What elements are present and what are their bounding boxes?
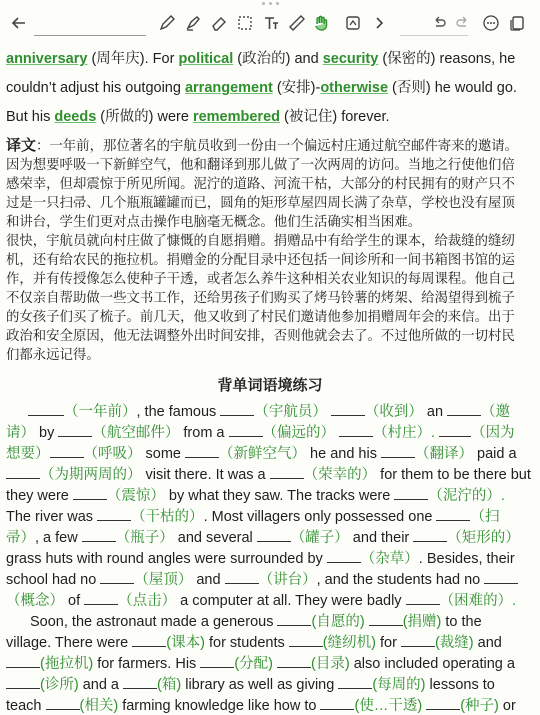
- hint: (箱): [157, 677, 182, 693]
- exercise-line: [6, 633, 502, 652]
- exercise-line: [6, 486, 505, 505]
- answer-blank[interactable]: [320, 696, 354, 710]
- answer-blank[interactable]: [82, 528, 116, 542]
- answer-blank[interactable]: [436, 507, 470, 521]
- exercise-text: they were: [6, 488, 73, 504]
- highlighter-icon[interactable]: [182, 12, 204, 34]
- translation-line: 作，并有传授像怎么使种子干透，或者怎么养牛这种相关农业知识的每周课程。他自己: [6, 271, 515, 286]
- passage-line: [6, 108, 390, 126]
- answer-blank[interactable]: [327, 549, 361, 563]
- hint: (裁缝): [434, 635, 474, 651]
- answer-blank[interactable]: [331, 402, 365, 416]
- exercise-text: lessons to: [425, 677, 495, 693]
- answer-blank[interactable]: [6, 675, 40, 689]
- hand-icon[interactable]: [310, 12, 332, 34]
- hint: （翻译）: [415, 446, 473, 462]
- hint: (目录): [311, 656, 350, 672]
- exercise-line: [6, 549, 515, 568]
- hint: （扫: [470, 509, 500, 525]
- hint: (相关): [79, 698, 119, 714]
- scan-icon[interactable]: [342, 12, 364, 34]
- exercise-text: and several: [173, 530, 257, 546]
- translation-label: 译文: [6, 137, 37, 154]
- passage-text: (周年庆). For: [87, 51, 179, 67]
- exercise-text: , a few: [35, 530, 82, 546]
- vocab-word: security: [322, 51, 379, 67]
- hint: (自愿的): [311, 614, 365, 630]
- passage-text: (政治的) and: [233, 51, 323, 67]
- translation-line: 感荣幸，但却震惊于所见所闻。泥泞的道路、河流干枯，大部分的村民拥有的财产只不: [6, 176, 515, 191]
- translation-line: 过是一只扫帚、几个瓶瓶罐罐而已，圆角的矩形草屋四周长满了杂草，学校也没有屋顶: [6, 195, 515, 210]
- exercise-text: and their: [348, 530, 414, 546]
- text-icon[interactable]: [260, 12, 282, 34]
- exercise-text: , the famous: [136, 404, 221, 420]
- hint: （屋顶）: [134, 572, 193, 588]
- translation-line: 机，还有给农民的拖拉机。捐赠金的分配目录中还包括一间诊所和一间书箱图书馆的运: [6, 252, 515, 267]
- exercise-text: paid a: [473, 446, 517, 462]
- exercise-line: [6, 423, 515, 442]
- answer-blank[interactable]: [381, 444, 415, 458]
- exercise-text: for students: [204, 635, 289, 651]
- answer-blank[interactable]: [100, 570, 134, 584]
- translation-line: 政治和安全原因，他无法调整外出时间安排，否则他就会去了。不过他所做的一切村民: [6, 328, 515, 343]
- toolbar: [0, 8, 540, 40]
- exercise-line: [6, 444, 517, 463]
- hint: 请）: [6, 425, 35, 441]
- answer-blank[interactable]: [277, 612, 311, 626]
- exercise-text: of: [64, 593, 85, 609]
- hint: （杂草）: [360, 551, 419, 567]
- hint: (种子): [460, 698, 499, 714]
- passage-text: couldn’t adjust his outgoing: [6, 80, 185, 96]
- hint: （罐子）: [290, 530, 349, 546]
- hint: （邀: [481, 404, 511, 420]
- vocab-word: political: [178, 51, 234, 67]
- hint: (诊所): [40, 677, 79, 693]
- answer-blank[interactable]: [426, 696, 460, 710]
- exercise-text: The river was: [6, 509, 98, 525]
- undo-icon[interactable]: [428, 12, 450, 34]
- answer-blank[interactable]: [270, 465, 304, 479]
- hint: 想要）: [6, 446, 50, 462]
- answer-blank[interactable]: [58, 423, 92, 437]
- answer-blank[interactable]: [132, 633, 166, 647]
- answer-blank[interactable]: [394, 486, 428, 500]
- exercise-text: from a: [179, 425, 229, 441]
- translation-text: ：一年前，那位著名的宇航员收到一份由一个偏远村庄通过航空邮件寄来的邀请。: [36, 138, 519, 153]
- hint: (课本): [166, 635, 205, 651]
- answer-blank[interactable]: [339, 423, 373, 437]
- hint: （概念）: [6, 593, 64, 609]
- exercise-line: [6, 465, 531, 484]
- hint: （收到）: [364, 404, 423, 420]
- vocab-word: anniversary: [6, 51, 88, 67]
- translation-line: 不仅亲自帮助做一些文书工作，还给男孩子们购买了烤马铃薯的烤架、给渴望得到梳子: [6, 290, 515, 305]
- answer-blank[interactable]: [484, 570, 518, 584]
- hint: （干枯的）: [131, 509, 204, 525]
- hint: （偏远的）: [262, 425, 336, 441]
- exercise-text: village. There were: [6, 635, 133, 651]
- hint: （泥泞的）.: [428, 488, 505, 504]
- lasso-icon[interactable]: [234, 12, 256, 34]
- exercise-text: Soon, the astronaut made a generous: [30, 614, 278, 630]
- hint: （宇航员）: [254, 404, 327, 420]
- answer-blank[interactable]: [73, 486, 107, 500]
- answer-blank[interactable]: [97, 507, 131, 521]
- hint: （困难的）.: [439, 593, 517, 609]
- passage-text: (安排)-: [272, 80, 321, 96]
- answer-blank[interactable]: [185, 444, 219, 458]
- translation-line: 很快，宇航员就向村庄做了慷慨的自愿捐赠。捐赠品中有给学生的课本，给裁缝的缝纫: [6, 233, 515, 248]
- hint: （一年前）: [64, 404, 137, 420]
- answer-blank[interactable]: [277, 654, 311, 668]
- answer-blank[interactable]: [289, 633, 323, 647]
- hint: （新鲜空气）: [219, 446, 307, 462]
- ruler-icon[interactable]: [286, 12, 308, 34]
- exercise-line: [30, 612, 482, 631]
- redo-icon[interactable]: [452, 12, 474, 34]
- exercise-text: by: [35, 425, 59, 441]
- hint: （荣幸的）: [303, 467, 377, 483]
- hint: （村庄）.: [373, 425, 436, 441]
- answer-blank[interactable]: [6, 654, 40, 668]
- exercise-line: [6, 675, 495, 694]
- hint: （航空邮件）: [92, 425, 180, 441]
- vocab-word: remembered: [192, 109, 280, 125]
- exercise-text: . Most villagers only possessed one: [203, 509, 437, 525]
- answer-blank[interactable]: [338, 675, 372, 689]
- more-icon[interactable]: [480, 12, 502, 34]
- exercise-text: and: [192, 572, 225, 588]
- hint: （瓶子）: [115, 530, 174, 546]
- answer-blank[interactable]: [439, 423, 471, 437]
- exercise-text: an: [422, 404, 448, 420]
- hint: （为期两周的）: [40, 467, 142, 483]
- exercise-line: [6, 528, 520, 547]
- answer-blank[interactable]: [413, 528, 447, 542]
- exercise-text: school had no: [6, 572, 101, 588]
- exercise-text: for them to be there but: [376, 467, 531, 483]
- answer-blank[interactable]: [401, 633, 435, 647]
- vocab-word: deeds: [54, 109, 97, 125]
- hint: （讲台）: [258, 572, 317, 588]
- passage-text: (所做的) were: [96, 109, 193, 125]
- back-arrow-icon[interactable]: [8, 12, 30, 34]
- answer-blank[interactable]: [6, 465, 40, 479]
- hint: (使…干透): [354, 698, 423, 714]
- hint: （矩形的）: [447, 530, 520, 546]
- answer-blank[interactable]: [84, 591, 118, 605]
- exercise-text: also included operating a: [349, 656, 515, 672]
- chevron-right-icon[interactable]: [368, 12, 390, 34]
- exercise-line: [28, 402, 510, 421]
- exercise-text: he and his: [306, 446, 381, 462]
- hint: (每周的): [372, 677, 426, 693]
- exercise-line: [6, 591, 516, 610]
- answer-blank[interactable]: [447, 402, 481, 416]
- exercise-title: 背单词语境练习: [217, 377, 323, 394]
- vocab-word: arrangement: [184, 80, 273, 96]
- passage-text: But his: [6, 109, 55, 125]
- passage-text: (保密的) reasons, he: [378, 51, 516, 67]
- exercise-text: , and the students had no: [316, 572, 485, 588]
- exercise-text: or: [498, 698, 516, 714]
- exercise-text: and: [473, 635, 502, 651]
- hint: (拖拉机): [40, 656, 94, 672]
- exercise-text: teach: [6, 698, 46, 714]
- hint: (缝纫机): [322, 635, 376, 651]
- answer-blank[interactable]: [46, 696, 80, 710]
- translation-line: 和讲台，学生们更对点击操作电脑毫无概念。他们生活确实相当困难。: [6, 214, 422, 229]
- answer-blank[interactable]: [28, 402, 64, 416]
- answer-blank[interactable]: [225, 570, 259, 584]
- pages-icon[interactable]: [506, 12, 528, 34]
- exercise-text: for farmers. His: [93, 656, 201, 672]
- hint: (捐赠): [402, 614, 442, 630]
- hint: (分配): [234, 656, 273, 672]
- passage-line: [6, 79, 517, 97]
- exercise-text: library as well as giving: [181, 677, 339, 693]
- exercise-text: by what they saw. The tracks were: [164, 488, 395, 504]
- answer-blank[interactable]: [200, 654, 234, 668]
- hint: （点击）: [118, 593, 177, 609]
- answer-blank[interactable]: [257, 528, 291, 542]
- exercise-text: visit there. It was a: [141, 467, 270, 483]
- hint: （因为: [471, 425, 515, 441]
- hint: 帚）: [6, 530, 35, 546]
- answer-blank[interactable]: [229, 423, 263, 437]
- pen-icon[interactable]: [156, 12, 178, 34]
- passage-text: (被记住) forever.: [280, 109, 390, 125]
- passage-line: [6, 50, 515, 68]
- hint: （震惊）: [106, 488, 165, 504]
- translation-line: 的女孩子们买了梳子。前几天，他又收到了村民们邀请他参加捐赠周年会的来信。出于: [6, 309, 515, 324]
- translation-line: 因为想要呼吸一下新鲜空气，他和翻译到那儿做了一次两周的访问。当地之行使他们倍: [6, 157, 515, 172]
- exercise-text: some: [141, 446, 186, 462]
- toolbar-divider: [400, 35, 468, 36]
- exercise-text: for: [375, 635, 401, 651]
- exercise-text: . Besides, their: [418, 551, 515, 567]
- answer-blank[interactable]: [220, 402, 254, 416]
- exercise-text: a computer at all. They were badly: [176, 593, 406, 609]
- vocab-word: otherwise: [320, 80, 389, 96]
- exercise-line: [6, 696, 516, 715]
- answer-blank[interactable]: [50, 444, 84, 458]
- document-title-field[interactable]: [34, 35, 146, 36]
- exercise-text: to the: [441, 614, 482, 630]
- passage-text: (否则) he would go.: [388, 80, 517, 96]
- exercise-line: [6, 570, 518, 589]
- answer-blank[interactable]: [406, 591, 440, 605]
- exercise-text: farming knowledge like how to: [118, 698, 321, 714]
- exercise-line: [6, 654, 515, 673]
- answer-blank[interactable]: [123, 675, 157, 689]
- eraser-icon[interactable]: [208, 12, 230, 34]
- exercise-text: and a: [78, 677, 124, 693]
- translation-line: [6, 136, 518, 155]
- exercise-text: grass huts with round angles were surrounded by: [6, 551, 327, 567]
- exercise-line: [6, 507, 499, 526]
- answer-blank[interactable]: [369, 612, 403, 626]
- translation-line: 们都永远记得。: [6, 347, 100, 362]
- hint: （呼吸）: [83, 446, 142, 462]
